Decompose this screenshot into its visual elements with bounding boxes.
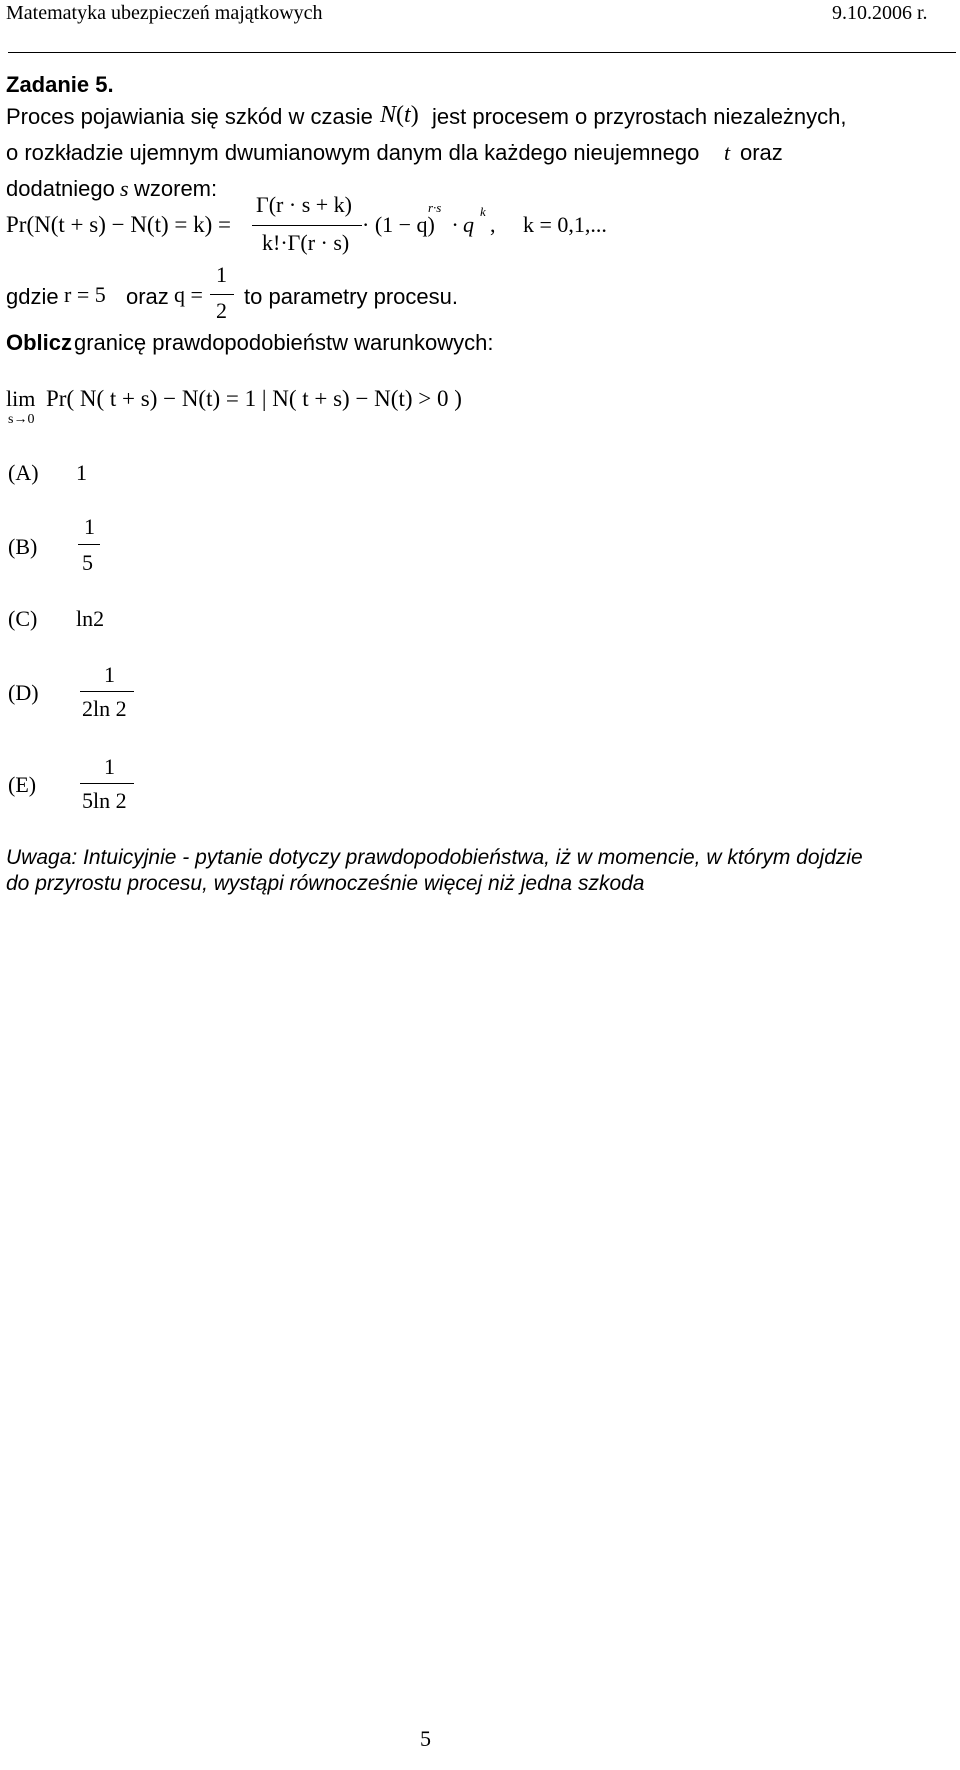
note-line2: do przyrostu procesu, wystąpi równocześnie więcej niż jedna szkoda [6,872,645,895]
option-c-value: ln2 [76,606,105,631]
option-e-label: (E) [8,772,37,797]
intro-line2-b: oraz [740,140,783,165]
task-title: Zadanie 5. [6,72,114,97]
option-b-label: (B) [8,534,38,559]
option-d-denominator: 2ln 2 [82,696,127,721]
header-rule [8,52,956,53]
option-c-label: (C) [8,606,38,631]
formula-exponent-rs: r·s [428,200,442,215]
header-title: Matematyka ubezpieczeń majątkowych [6,2,323,24]
formula-lhs: Pr(N(t + s) − N(t) = k) = [6,212,231,237]
limit-subscript: s→0 [8,412,35,427]
intro-line3-a: dodatniego [6,176,115,201]
limit-expression: Pr( N( t + s) − N(t) = 1 | N( t + s) − N(t) > 0 ) [46,386,462,411]
intro-line2-a: o rozkładzie ujemnym dwumianowym danym dla każdego nieujemnego [6,140,700,165]
var-s: s [120,176,129,201]
params-q-numerator: 1 [216,262,227,287]
params-q-fraction-bar [210,294,234,295]
formula-fraction-bar [252,225,362,226]
formula-exponent-k: k [480,204,486,219]
formula-denominator: k!·Γ(r · s) [262,230,350,255]
note-line1: Uwaga: Intuicyjnie - pytanie dotyczy prawdopodobieństwa, iż w momencie, w którym dojdzie [6,846,863,869]
task-description: granicę prawdopodobieństw warunkowych: [74,330,494,355]
intro-line1-a: Proces pojawiania się szkód w czasie [6,104,373,129]
page-number: 5 [420,1726,431,1751]
option-d-label: (D) [8,680,39,705]
option-e-denominator: 5ln 2 [82,788,127,813]
formula-factor: · (1 − q) [362,212,435,237]
params-oraz: oraz [126,284,169,309]
option-b-fraction-bar [78,544,100,545]
params-gdzie: gdzie [6,284,59,309]
task-verb: Oblicz [6,330,73,355]
option-a-value: 1 [76,460,87,485]
option-b-numerator: 1 [84,514,95,539]
var-t: t [724,140,731,165]
params-tail: to parametry procesu. [244,284,458,309]
limit-lim: lim [6,386,36,411]
intro-line3-b: wzorem: [134,176,218,201]
formula-range: , k = 0,1,... [490,212,607,237]
formula-q: · q [452,212,474,237]
option-e-fraction-bar [80,783,134,784]
header-date: 9.10.2006 r. [832,2,928,24]
option-d-numerator: 1 [104,662,115,687]
option-e-numerator: 1 [104,754,115,779]
intro-line1-b: jest procesem o przyrostach niezależnych, [432,104,847,129]
params-q-denominator: 2 [216,298,227,323]
params-r: r = 5 [64,282,106,307]
option-d-fraction-bar [80,691,134,692]
params-q: q = [174,282,203,307]
option-a-label: (A) [8,460,39,485]
formula-numerator: Γ(r · s + k) [256,192,352,217]
process-symbol: N(t) [380,102,419,128]
option-b-denominator: 5 [82,550,93,575]
